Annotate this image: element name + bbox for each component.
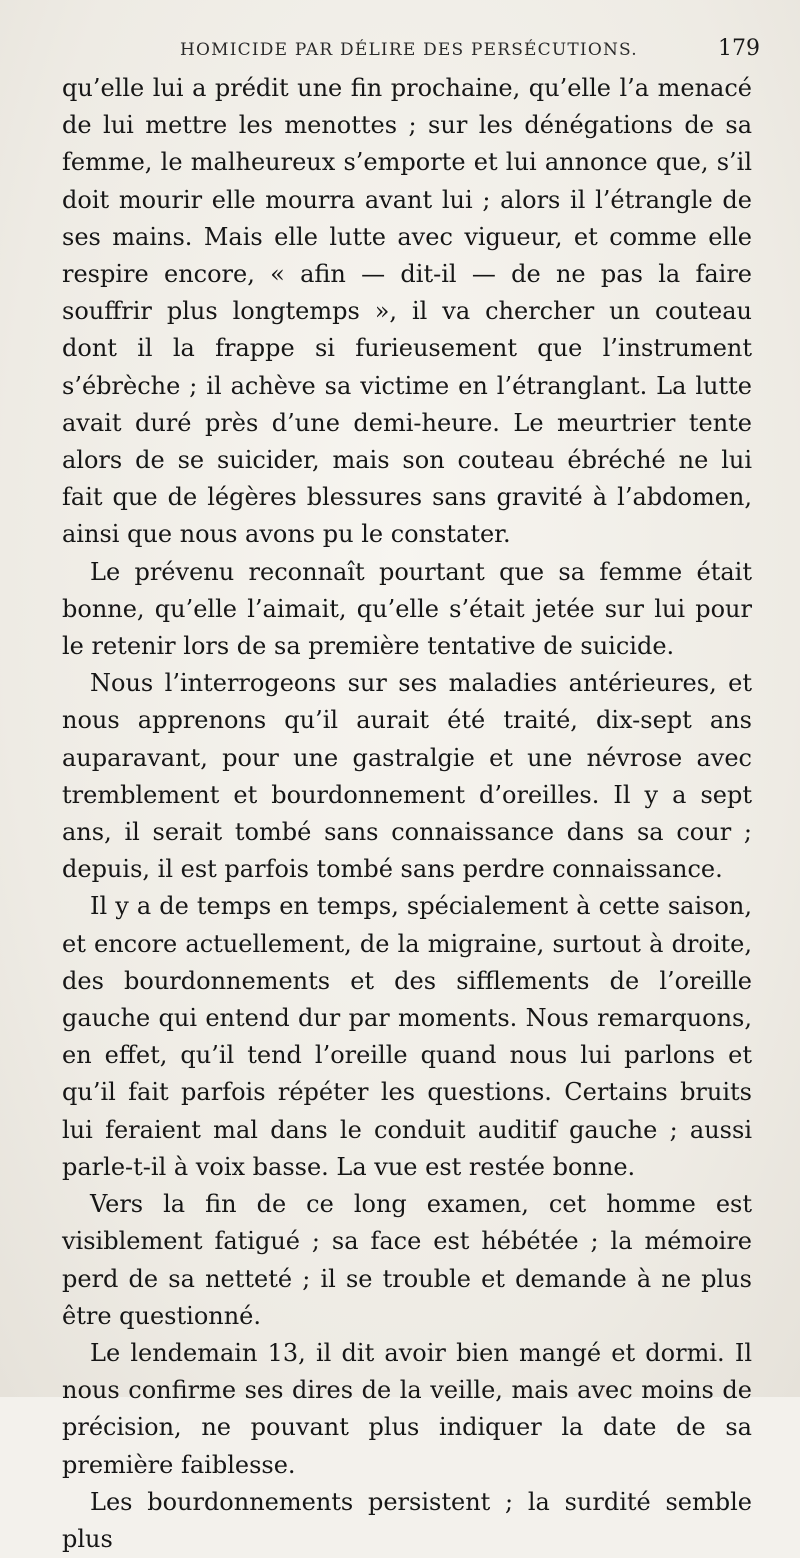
paragraph-1: qu’elle lui a prédit une fin prochaine, qu’elle l’a menacé de lui mettre les menottes ; sur les dénégations de sa femme, le malheureux s’emporte et lui annonce que, s’il doit mourir elle mourra avant lui ; alors il l’étrangle de ses mains. Mais elle lutte avec vigueur, et comme elle respire encore, « afin — dit-il — de ne pas la faire souffrir plus longtemps », il va chercher un couteau dont il la frappe si furieusement que l’instrument s’ébrèche ; il achève sa victime en l’étranglant. La lutte avait duré près d’une demi-heure. Le meurtrier tente alors de se suicider, mais son couteau ébréché ne lui fait que de légères blessures sans gravité à l’abdomen, ainsi que nous avons pu le constater. — [62, 74, 752, 549]
paragraph-5: Vers la fin de ce long examen, cet homme est visiblement fatigué ; sa face est hébétée ; la mémoire perd de sa netteté ; il se trouble et demande à ne plus être questionné. — [62, 1190, 752, 1330]
paragraph-2: Le prévenu reconnaît pourtant que sa femme était bonne, qu’elle l’aimait, qu’elle s’était jetée sur lui pour le retenir lors de sa première tentative de suicide. — [62, 557, 752, 661]
paragraph-3: Nous l’interrogeons sur ses maladies antérieures, et nous apprenons qu’il aurait été traité, dix-sept ans auparavant, pour une gastralgie et une névrose avec tremblement et bourdonnement d’oreilles. Il y a sept ans, il serait tombé sans connaissance dans sa cour ; depuis, il est parfois tombé sans perdre connaissance. — [62, 669, 752, 884]
paragraph-4: Il y a de temps en temps, spécialement à cette saison, et encore actuellement, de la migraine, surtout à droite, des bourdonnements et des sifflements de l’oreille gauche qui entend dur par moments. Nous remarquons, en effet, qu’il tend l’oreille quand nous lui parlons et qu’il fait parfois répéter les questions. Certains bruits lui feraient mal dans le conduit auditif gauche ; aussi parle-t-il à voix basse. La vue est restée bonne. — [62, 892, 752, 1181]
running-title: HOMICIDE PAR DÉLIRE DES PERSÉCUTIONS. — [180, 40, 638, 60]
paragraph-6: Le lendemain 13, il dit avoir bien mangé et dormi. Il nous confirme ses dires de la veille, mais avec moins de précision, ne pouvant plus indiquer la date de sa première faiblesse. — [62, 1338, 752, 1479]
body-text — [62, 70, 752, 1558]
running-head — [60, 34, 760, 64]
page-number: 179 — [718, 36, 760, 61]
paragraph-7: Les bourdonnements persistent ; la surdité semble plus — [62, 1487, 752, 1553]
